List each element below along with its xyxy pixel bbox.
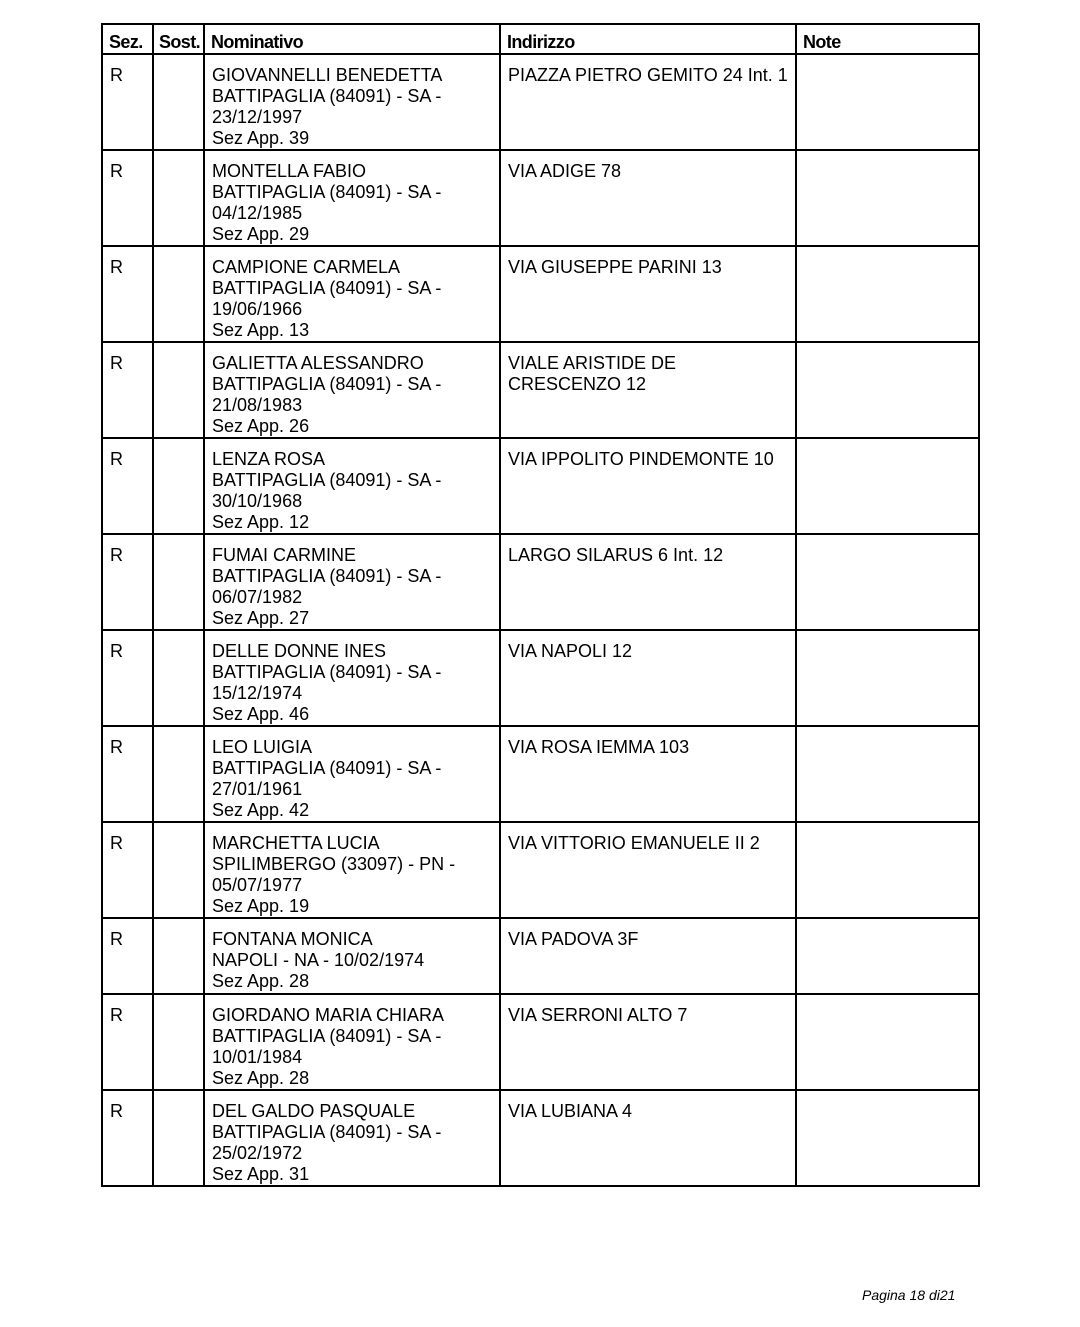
voter-name: LEO LUIGIA [212,737,313,757]
sez-app: Sez App. 27 [212,608,310,628]
cell-sost [153,534,204,630]
birth-place: NAPOLI - NA - 10/02/1974 [212,950,425,970]
sez-app: Sez App. 46 [212,704,310,724]
cell-sost [153,438,204,534]
voter-name: DELLE DONNE INES [212,641,387,661]
cell-indirizzo [500,918,796,994]
cell-sost [153,150,204,246]
birth-place: BATTIPAGLIA (84091) - SA - [212,1026,442,1046]
address-line-1: VIA ADIGE 78 [508,161,622,181]
cell-sez: R [102,438,153,534]
cell-indirizzo [500,246,796,342]
cell-sez: R [102,918,153,994]
birth-place: BATTIPAGLIA (84091) - SA - [212,1122,442,1142]
cell-note [796,1090,979,1186]
address-line-1: VIA VITTORIO EMANUELE II 2 [508,833,760,853]
table-row [102,918,979,994]
cell-indirizzo [500,438,796,534]
birth-date: 30/10/1968 [212,491,303,511]
birth-date: 21/08/1983 [212,395,303,415]
sez-app: Sez App. 39 [212,128,310,148]
cell-nominativo [204,246,500,342]
birth-place: BATTIPAGLIA (84091) - SA - [212,662,442,682]
cell-sost [153,342,204,438]
cell-sost [153,918,204,994]
cell-indirizzo [500,726,796,822]
cell-sost [153,822,204,918]
voter-name: LENZA ROSA [212,449,326,469]
cell-nominativo [204,150,500,246]
cell-indirizzo [500,630,796,726]
address-line-1: VIA LUBIANA 4 [508,1101,633,1121]
page-number: Pagina 18 di21 [862,1287,956,1303]
cell-indirizzo [500,534,796,630]
cell-nominativo [204,726,500,822]
cell-note [796,994,979,1090]
voter-name: FUMAI CARMINE [212,545,356,565]
birth-date: 04/12/1985 [212,203,303,223]
sez-app: Sez App. 42 [212,800,310,820]
birth-place: BATTIPAGLIA (84091) - SA - [212,278,442,298]
birth-place: BATTIPAGLIA (84091) - SA - [212,374,442,394]
cell-indirizzo [500,54,796,150]
voter-name: GALIETTA ALESSANDRO [212,353,424,373]
cell-sez: R [102,994,153,1090]
birth-date: 10/01/1984 [212,1047,303,1067]
cell-note [796,54,979,150]
cell-note [796,534,979,630]
header-sost: Sost. [153,24,204,54]
address-line-1: PIAZZA PIETRO GEMITO 24 Int. 1 [508,65,788,85]
cell-indirizzo [500,150,796,246]
cell-sost [153,726,204,822]
cell-indirizzo [500,822,796,918]
cell-nominativo [204,822,500,918]
cell-nominativo [204,630,500,726]
cell-note [796,726,979,822]
sez-app: Sez App. 19 [212,896,310,916]
cell-nominativo [204,994,500,1090]
table-row [102,342,979,438]
voter-name: CAMPIONE CARMELA [212,257,401,277]
sez-app: Sez App. 28 [212,1068,310,1088]
voter-name: FONTANA MONICA [212,929,373,949]
electoral-list-table [101,23,980,1187]
sez-app: Sez App. 29 [212,224,310,244]
address-line-1: VIALE ARISTIDE DE [508,353,677,373]
sez-app: Sez App. 13 [212,320,310,340]
birth-place: SPILIMBERGO (33097) - PN - [212,854,456,874]
birth-date: 19/06/1966 [212,299,303,319]
voter-name: GIORDANO MARIA CHIARA [212,1005,445,1025]
birth-place: BATTIPAGLIA (84091) - SA - [212,470,442,490]
address-line-1: VIA ROSA IEMMA 103 [508,737,690,757]
cell-sost [153,246,204,342]
table-row [102,994,979,1090]
table-row [102,534,979,630]
sez-app: Sez App. 12 [212,512,310,532]
sez-app: Sez App. 31 [212,1164,310,1184]
cell-note [796,438,979,534]
address-line-1: LARGO SILARUS 6 Int. 12 [508,545,724,565]
table-row [102,246,979,342]
address-line-1: VIA NAPOLI 12 [508,641,633,661]
cell-nominativo [204,918,500,994]
birth-date: 15/12/1974 [212,683,303,703]
cell-sez: R [102,54,153,150]
cell-note [796,630,979,726]
header-note: Note [796,24,979,54]
birth-date: 06/07/1982 [212,587,303,607]
voter-name: DEL GALDO PASQUALE [212,1101,416,1121]
address-line-1: VIA GIUSEPPE PARINI 13 [508,257,722,277]
sez-app: Sez App. 26 [212,416,310,436]
cell-note [796,822,979,918]
cell-sez: R [102,534,153,630]
header-sez: Sez. [102,24,153,54]
cell-sez: R [102,150,153,246]
sez-app: Sez App. 28 [212,971,310,991]
cell-nominativo [204,438,500,534]
address-line-1: VIA SERRONI ALTO 7 [508,1005,688,1025]
table-row [102,822,979,918]
birth-place: BATTIPAGLIA (84091) - SA - [212,758,442,778]
table-row [102,438,979,534]
table-header-row [102,24,979,54]
cell-note [796,918,979,994]
cell-indirizzo [500,1090,796,1186]
cell-nominativo [204,534,500,630]
cell-nominativo [204,342,500,438]
header-indirizzo: Indirizzo [500,24,796,54]
birth-place: BATTIPAGLIA (84091) - SA - [212,566,442,586]
cell-sez: R [102,630,153,726]
cell-sost [153,1090,204,1186]
address-line-1: VIA PADOVA 3F [508,929,639,949]
address-line-2: CRESCENZO 12 [508,374,647,394]
table-row [102,630,979,726]
cell-sost [153,54,204,150]
birth-date: 25/02/1972 [212,1143,303,1163]
cell-indirizzo [500,994,796,1090]
cell-indirizzo [500,342,796,438]
header-nominativo: Nominativo [204,24,500,54]
cell-nominativo [204,54,500,150]
cell-nominativo [204,1090,500,1186]
table-row [102,726,979,822]
table-row [102,150,979,246]
birth-place: BATTIPAGLIA (84091) - SA - [212,86,442,106]
cell-sez: R [102,1090,153,1186]
cell-sez: R [102,726,153,822]
table-row [102,1090,979,1186]
voter-name: MONTELLA FABIO [212,161,367,181]
cell-sez: R [102,822,153,918]
cell-sez: R [102,342,153,438]
cell-sost [153,630,204,726]
birth-date: 23/12/1997 [212,107,303,127]
birth-place: BATTIPAGLIA (84091) - SA - [212,182,442,202]
cell-note [796,246,979,342]
voter-name: MARCHETTA LUCIA [212,833,380,853]
cell-sost [153,994,204,1090]
address-line-1: VIA IPPOLITO PINDEMONTE 10 [508,449,774,469]
cell-note [796,342,979,438]
voter-name: GIOVANNELLI BENEDETTA [212,65,443,85]
table-row [102,54,979,150]
cell-sez: R [102,246,153,342]
cell-note [796,150,979,246]
birth-date: 05/07/1977 [212,875,303,895]
birth-date: 27/01/1961 [212,779,303,799]
